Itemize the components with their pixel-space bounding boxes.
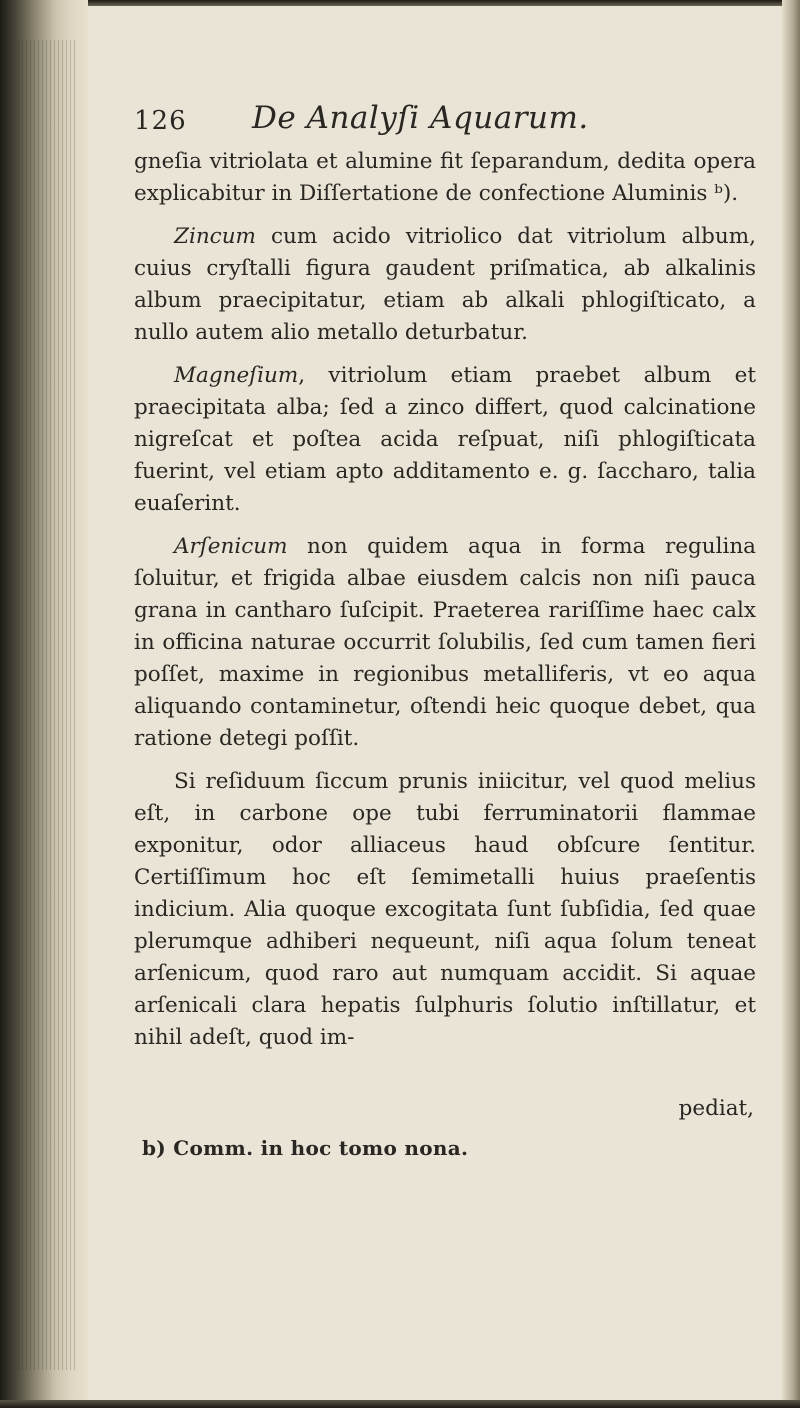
catchword: pediat, [678, 1096, 754, 1121]
paragraph-keyword: Arſenicum [174, 534, 288, 559]
paragraph-arsenicum [134, 531, 756, 755]
book-page [112, 0, 772, 1408]
paragraph-text: gneſia vitriolata et alumine fit ſeparandum, dedita opera explicabitur in Diſſertatione de confectione Aluminis ᵇ). [134, 149, 756, 206]
paragraph-text: non quidem aqua in forma regulina ſoluitur, et frigida albae eiusdem calcis non niſi pauca grana in cantharo ſuſcipit. Praeterea rariſſime haec calx in officina naturae occurrit ſolubilis, ſed cum tamen fieri poſſet, maxime in regionibus metalliferis, vt eo aqua aliquando contaminetur, oſtendi heic quoque debet, qua ratione detegi poſſit. [134, 534, 756, 751]
page-header [134, 100, 734, 140]
paragraph-text: , vitriolum etiam praebet album et praecipitata alba; ſed a zinco differt, quod calcinatione nigreſcat et poſtea acida reſpuat, niſi phlogiſticata fuerint, vel etiam apto additamento e. g. ſaccharo, talia euaſerint. [134, 363, 756, 516]
paragraph-zincum [134, 221, 756, 349]
binding-texture [18, 40, 78, 1370]
paragraph-residuum [134, 766, 756, 1054]
paragraph-magnesium [134, 360, 756, 520]
paragraph-keyword: Magneſium [174, 363, 299, 388]
body-text [134, 146, 756, 1065]
page-number: 126 [134, 106, 187, 136]
page-right-edge [782, 0, 800, 1408]
paragraph-1 [134, 146, 756, 210]
paragraph-text: Si reſiduum ſiccum prunis iniicitur, vel quod melius eſt, in carbone ope tubi ferruminatorii flammae exponitur, odor alliaceus haud obſcure ſentitur. Certiſſimum hoc eſt ſemimetalli huius praeſentis indicium. Alia quoque excogitata ſunt ſubſidia, ſed quae plerumque adhiberi nequeunt, niſi aqua ſolum teneat arſenicum, quod raro aut numquam accidit. Si aquae arſenicali clara hepatis ſulphuris ſolutio inſtillatur, et nihil adeſt, quod im- [134, 769, 756, 1050]
paragraph-text: cum acido vitriolico dat vitriolum album, cuius cryſtalli figura gaudent priſmatica, ab alkalinis album praecipitatur, etiam ab alkali phlogiſticato, a nullo autem alio metallo deturbatur. [134, 224, 756, 345]
paragraph-keyword: Zincum [174, 224, 256, 249]
footnote: b) Comm. in hoc tomo nona. [142, 1136, 469, 1160]
running-title: De Analyſi Aquarum. [252, 100, 589, 136]
book-binding-gutter [0, 0, 88, 1408]
